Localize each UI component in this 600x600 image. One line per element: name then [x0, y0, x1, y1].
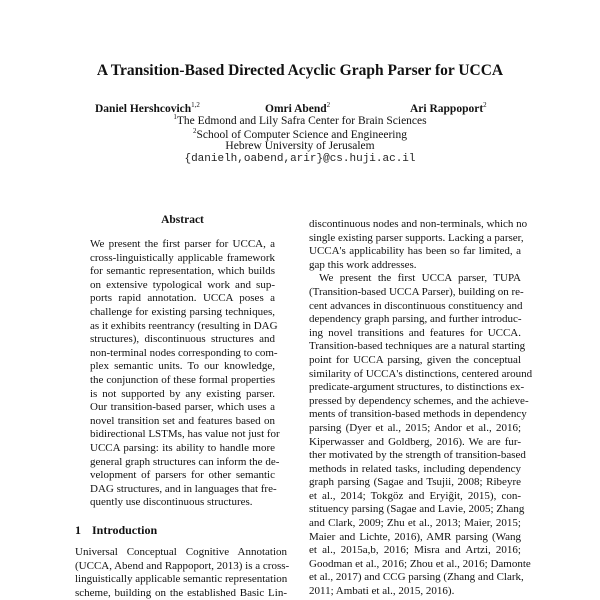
text-line: similarity of UCCA's distinctions, centered around [309, 367, 533, 380]
text-line: gap this work addresses. [309, 258, 417, 271]
author-affiliation-mark: 2 [326, 101, 331, 109]
text-line: bidirectional LSTMs, has value not just for [90, 428, 280, 441]
text-line: on extensive typological work and sup- [90, 278, 275, 291]
affiliation-1 [0, 113, 600, 127]
text-line: scheme, building on the established Basic Lin- [75, 586, 287, 599]
author-affiliation-mark: 1,2 [191, 101, 200, 109]
text-line: We present the first parser for UCCA, a [90, 238, 275, 250]
text-line: for semantic representation, which builds [90, 265, 275, 278]
text-line: and Clark, 2009; Zhu et al., 2013; Maier, 2015; [309, 517, 521, 530]
text-line: linguistically applicable semantic representation [75, 573, 288, 586]
affiliation-3 [0, 140, 600, 152]
right-column-body [309, 218, 533, 599]
abstract-body [90, 238, 280, 510]
text-line: 2011; Ambati et al., 2015, 2016). [309, 585, 455, 598]
text-line: et al., 2014; Tokgöz and Eryiğit, 2015), con- [309, 489, 521, 502]
text-line: dependency graph parsing, and further introduc- [309, 313, 522, 326]
text-line: (Transition-based UCCA Parser), building on re- [309, 285, 524, 298]
text-line: is not supported by any existing parser. [90, 387, 275, 400]
section-heading-introduction [75, 523, 157, 538]
text-line: ther motivated by the strength of transition-based [309, 449, 526, 462]
affiliation-text: School of Computer Science and Engineering [196, 128, 407, 141]
text-line: challenge for existing parsing techniques, [90, 305, 275, 318]
text-line: Kiperwasser and Goldberg, 2016). We are fur- [309, 435, 521, 448]
text-line: et al., 2017) and CCG parsing (Zhang and Clark, [309, 571, 524, 584]
text-line: Transition-based techniques are a natural starting [309, 340, 526, 353]
text-line: cent advances in discontinuous constituency and [309, 299, 523, 312]
text-line: Maier and Lichte, 2016), AMR parsing (Wang [309, 530, 521, 543]
text-line: pressed by dependency schemes, and the achieve- [309, 394, 529, 407]
text-line: the conjunction of these formal properties [90, 373, 275, 386]
text-line: methods in related tasks, including dependency [309, 462, 521, 475]
text-line: et al., 2015a,b, 2016; Misra and Artzi, 2016; [309, 544, 521, 557]
text-line: novel transition set and features based on [90, 414, 275, 427]
affiliation-mark: 1 [173, 113, 177, 121]
text-line: ments of transition-based methods in dependency [309, 408, 527, 421]
text-line: single existing parser supports. Lacking a parser, [309, 231, 524, 244]
affiliation-text: Hebrew University of Jerusalem [225, 140, 375, 152]
paper-title: A Transition-Based Directed Acyclic Graph Parser for UCCA [96, 62, 504, 79]
abstract-heading: Abstract [161, 214, 204, 226]
author-affiliation-mark: 2 [483, 101, 487, 109]
text-line: plex semantic units. To our knowledge, [90, 360, 275, 373]
affiliation-text: The Edmond and Lily Safra Center for Brain Sciences [176, 114, 427, 127]
text-line: stituency parsing (Sagae and Lavie, 2005; Zhang [309, 503, 525, 516]
text-line: point for UCCA parsing, given the conceptual [309, 353, 521, 366]
text-line: as it exhibits reentrancy (resulting in DAG [90, 319, 278, 332]
text-line: Goodman et al., 2016; Zhou et al., 2016; Damonte [309, 557, 531, 570]
section-number: 1 [75, 523, 81, 537]
introduction-body [75, 546, 290, 600]
text-line: DAG structures, and in languages that fre- [90, 482, 277, 495]
text-line: velopment of parsers for other semantic [90, 469, 275, 482]
text-line: parsing (Dyer et al., 2015; Andor et al., 2016; [309, 421, 521, 434]
affiliation-mark: 2 [193, 127, 197, 135]
author-name: Daniel Hershcovich [95, 102, 192, 115]
text-line: graph parsing (Sagae and Tsujii, 2008; Ribeyre [309, 476, 521, 489]
text-line: discontinuous nodes and non-terminals, which no [309, 218, 528, 230]
text-line: Our transition-based parser, which uses a [90, 401, 275, 414]
text-line: UCCA parsing: its ability to handle more [90, 441, 275, 454]
text-line: ports rapid annotation. UCCA poses a [90, 292, 275, 305]
text-line: UCCA's applicability has been so far limited, a [309, 245, 521, 258]
section-title: Introduction [92, 523, 158, 537]
affiliation-2 [0, 127, 600, 141]
text-line: Universal Conceptual Cognitive Annotation [75, 546, 287, 558]
text-line: general graph structures can inform the de- [90, 455, 280, 468]
text-line: We present the first UCCA parser, TUPA [319, 272, 521, 285]
author-emails: {danielh,oabend,arir}@cs.huji.ac.il [184, 153, 416, 165]
text-line: predicate-argument structures, to distinctions ex- [309, 381, 525, 394]
text-line: non-terminal nodes corresponding to com- [90, 346, 278, 359]
author-name: Ari Rappoport [410, 102, 484, 115]
author-name: Omri Abend [265, 102, 327, 115]
text-line: cross-linguistically applicable framework [90, 251, 275, 264]
text-line: quently use discontinuous structures. [90, 496, 253, 509]
text-line: structures), discontinuous structures and [90, 333, 275, 346]
text-line: ing novel transitions and features for UCCA. [309, 326, 521, 339]
text-line: (UCCA, Abend and Rappoport, 2013) is a cross- [75, 559, 290, 572]
